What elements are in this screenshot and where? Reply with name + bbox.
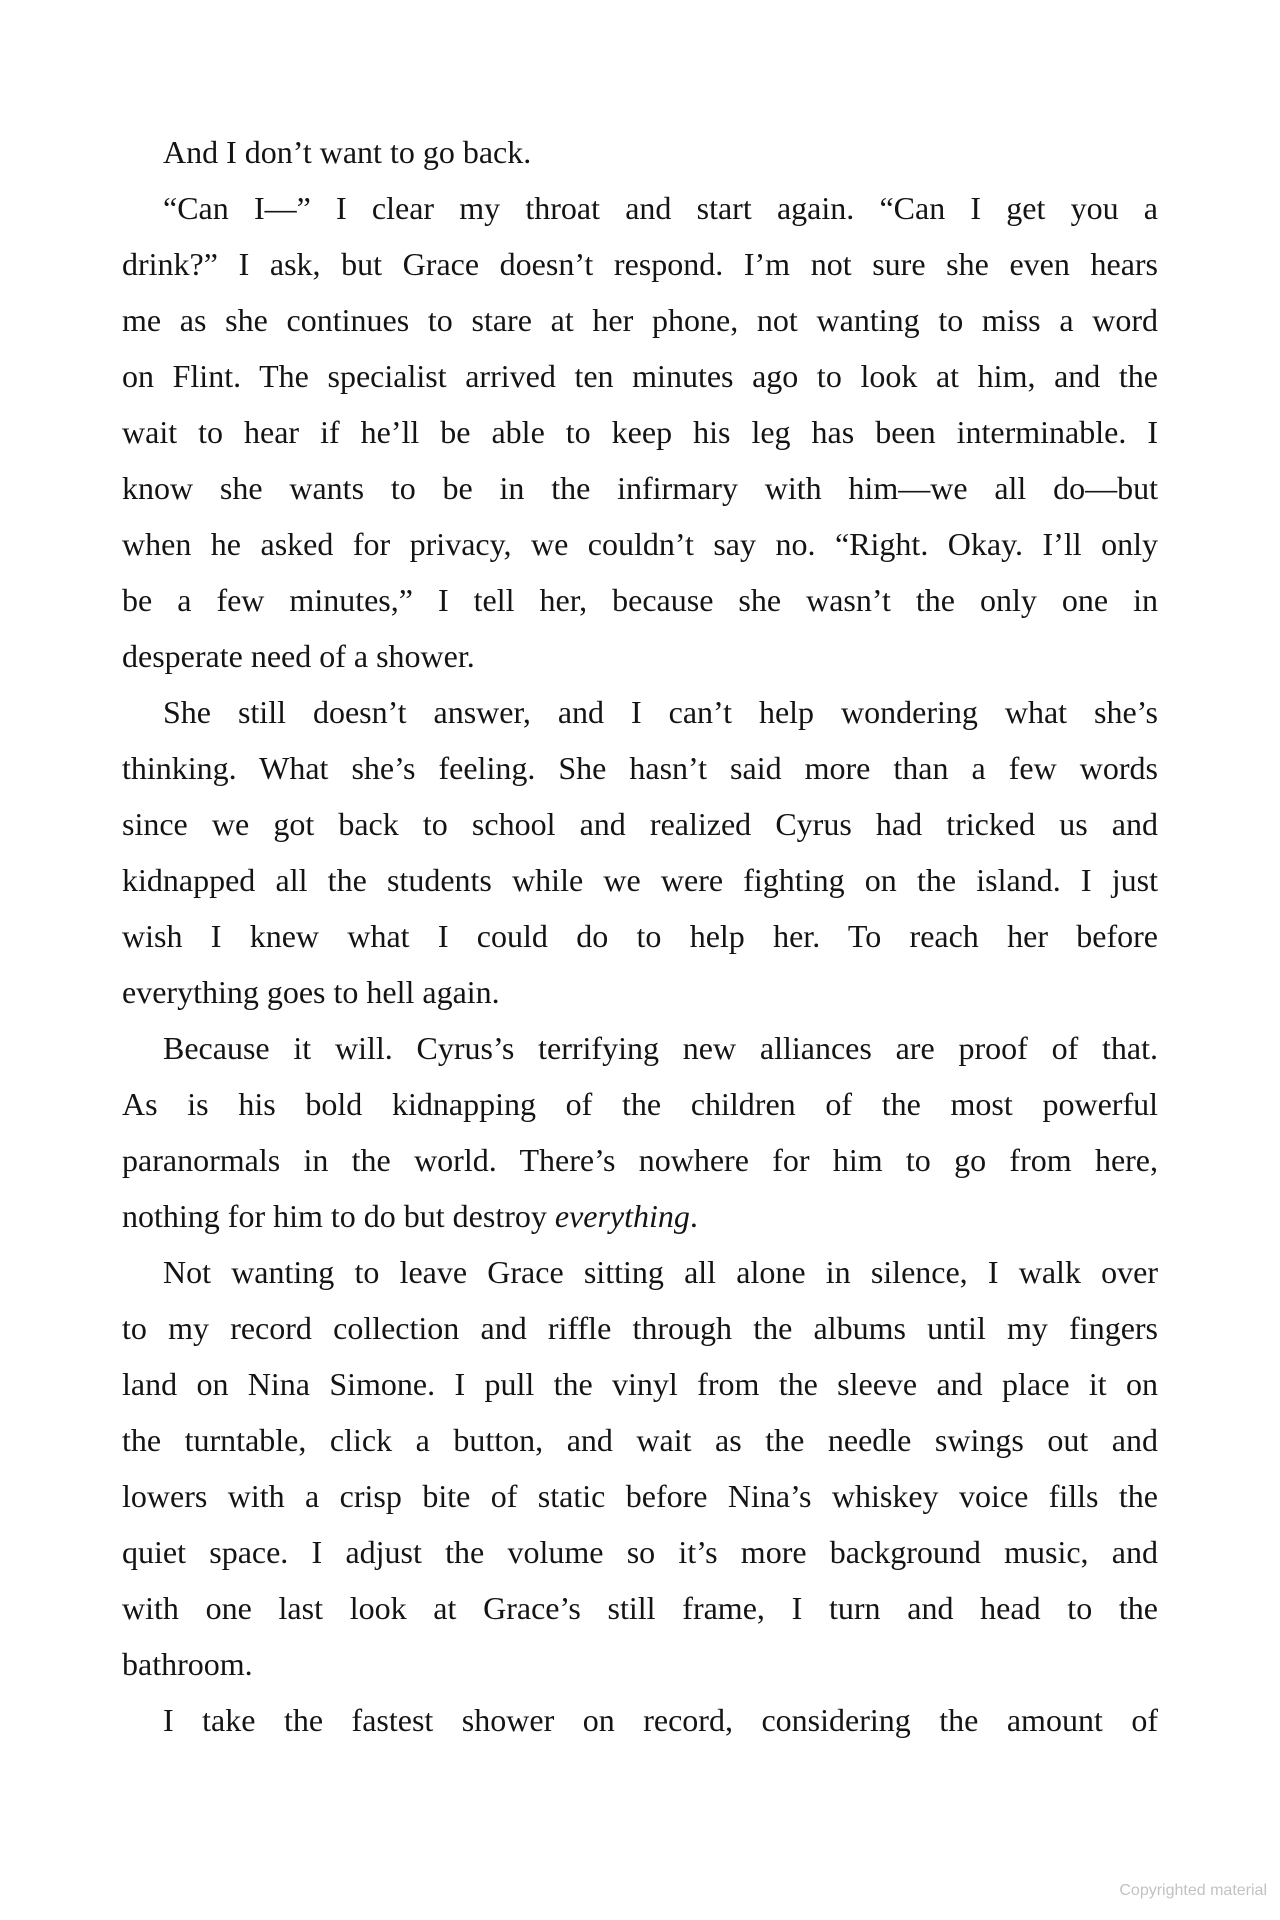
text-line: land on Nina Simone. I pull the vinyl from the sleeve and place it on [122, 1366, 1158, 1402]
text-line: bathroom. [122, 1646, 253, 1682]
text-line: me as she continues to stare at her phone, not wanting to miss a word [122, 302, 1158, 338]
text-line: “Can I—” I clear my throat and start again. “Can I get you a [163, 190, 1158, 226]
text-line: to my record collection and riffle through the albums until my fingers [122, 1310, 1158, 1346]
text-line: be a few minutes,” I tell her, because she wasn’t the only one in [122, 582, 1158, 618]
text-line: drink?” I ask, but Grace doesn’t respond. I’m not sure she even hears [122, 246, 1158, 282]
paragraph [122, 1020, 1158, 1244]
paragraph [122, 180, 1158, 684]
text-line: wait to hear if he’ll be able to keep his leg has been interminable. I [122, 414, 1158, 450]
text-line: everything goes to hell again. [122, 974, 500, 1010]
text-line: nothing for him to do but destroy everything. [122, 1198, 698, 1234]
page-text-block [122, 124, 1158, 1748]
text-line: lowers with a crisp bite of static before Nina’s whiskey voice fills the [122, 1478, 1158, 1514]
text-line: Because it will. Cyrus’s terrifying new alliances are proof of that. [163, 1030, 1158, 1066]
text-line: know she wants to be in the infirmary with him—we all do—but [122, 470, 1158, 506]
text-line: And I don’t want to go back. [163, 134, 532, 170]
text-line: thinking. What she’s feeling. She hasn’t said more than a few words [122, 750, 1158, 786]
text-line: kidnapped all the students while we were fighting on the island. I just [122, 862, 1158, 898]
text-line: on Flint. The specialist arrived ten minutes ago to look at him, and the [122, 358, 1158, 394]
text-line: wish I knew what I could do to help her. To reach her before [122, 918, 1158, 954]
text-line: when he asked for privacy, we couldn’t say no. “Right. Okay. I’ll only [122, 526, 1158, 562]
text-line: As is his bold kidnapping of the children of the most powerful [122, 1086, 1158, 1122]
paragraph [122, 1244, 1158, 1692]
text-line: since we got back to school and realized Cyrus had tricked us and [122, 806, 1158, 842]
copyright-watermark: Copyrighted material [1119, 1882, 1267, 1899]
text-line: the turntable, click a button, and wait as the needle swings out and [122, 1422, 1158, 1458]
paragraph [122, 684, 1158, 1020]
text-line: I take the fastest shower on record, considering the amount of [163, 1702, 1158, 1738]
text-line: quiet space. I adjust the volume so it’s more background music, and [122, 1534, 1158, 1570]
text-line: desperate need of a shower. [122, 638, 475, 674]
text-line: paranormals in the world. There’s nowhere for him to go from here, [122, 1142, 1158, 1178]
text-line: with one last look at Grace’s still frame, I turn and head to the [122, 1590, 1158, 1626]
text-line: She still doesn’t answer, and I can’t help wondering what she’s [163, 694, 1158, 730]
text-line: Not wanting to leave Grace sitting all alone in silence, I walk over [163, 1254, 1158, 1290]
paragraph [122, 1692, 1158, 1748]
paragraph [122, 124, 1158, 180]
